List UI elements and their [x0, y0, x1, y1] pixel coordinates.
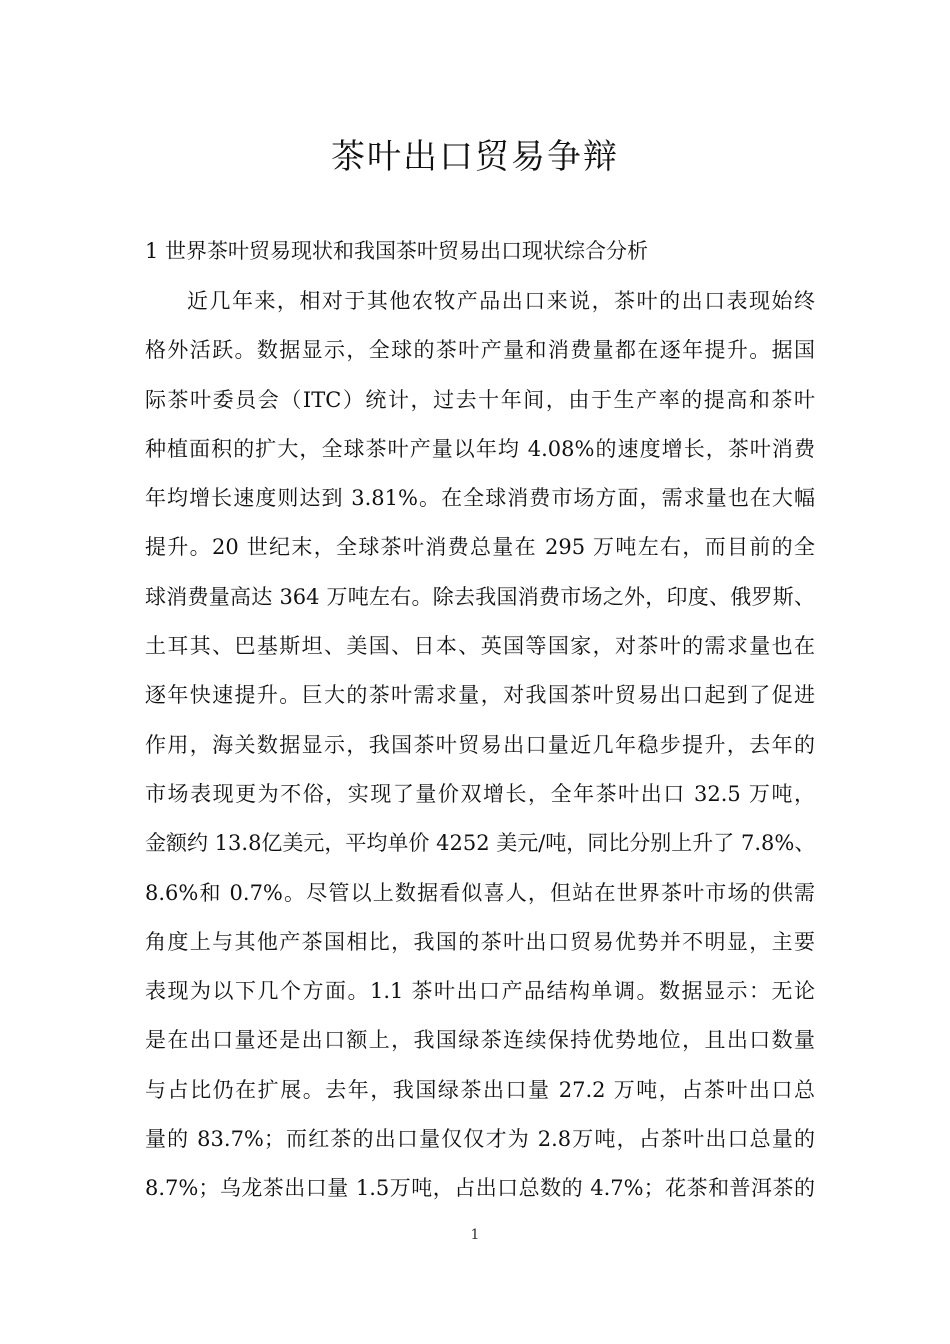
paragraph-line: 球消费量高达 364 万吨左右。除去我国消费市场之外，印度、俄罗斯、 [145, 584, 815, 609]
paragraph-line: 格外活跃。数据显示，全球的茶叶产量和消费量都在逐年提升。据国 [145, 338, 815, 363]
body-paragraph [145, 283, 815, 1220]
paragraph-line: 角度上与其他产茶国相比，我国的茶叶出口贸易优势并不明显，主要 [145, 929, 815, 954]
paragraph-line: 年均增长速度则达到 3.81%。在全球消费市场方面，需求量也在大幅 [145, 486, 815, 511]
paragraph-line: 8.6%和 0.7%。尽管以上数据看似喜人，但站在世界茶叶市场的供需 [145, 880, 815, 905]
paragraph-line: 金额约 13.8亿美元，平均单价 4252 美元/吨，同比分别上升了 7.8%、 [145, 831, 816, 856]
paragraph-line: 际茶叶委员会（ITC）统计，过去十年间，由于生产率的提高和茶叶 [145, 387, 815, 412]
paragraph-line: 市场表现更为不俗，实现了量价双增长，全年茶叶出口 32.5 万吨， [145, 781, 815, 806]
paragraph-line: 近几年来，相对于其他农牧产品出口来说，茶叶的出口表现始终 [187, 289, 815, 313]
paragraph-line: 种植面积的扩大，全球茶叶产量以年均 4.08%的速度增长，茶叶消费 [145, 436, 815, 461]
paragraph-line: 逐年快速提升。巨大的茶叶需求量，对我国茶叶贸易出口起到了促进 [145, 683, 815, 708]
paragraph-line: 是在出口量还是出口额上，我国绿茶连续保持优势地位，且出口数量 [145, 1028, 815, 1053]
document-title: 茶叶出口贸易争辩 [331, 137, 619, 177]
paragraph-line: 提升。20 世纪末，全球茶叶消费总量在 295 万吨左右，而目前的全 [145, 535, 815, 560]
page-number: 1 [470, 1227, 480, 1243]
paragraph-line: 与占比仍在扩展。去年，我国绿茶出口量 27.2 万吨，占茶叶出口总 [145, 1077, 815, 1102]
paragraph-line: 作用，海关数据显示，我国茶叶贸易出口量近几年稳步提升，去年的 [145, 732, 815, 757]
paragraph-line: 表现为以下几个方面。1.1 茶叶出口产品结构单调。数据显示：无论 [145, 979, 815, 1004]
paragraph-line: 8.7%；乌龙茶出口量 1.5万吨，占出口总数的 4.7%；花茶和普洱茶的 [145, 1176, 815, 1201]
section-heading: 1 世界茶叶贸易现状和我国茶叶贸易出口现状综合分析 [145, 239, 649, 263]
paragraph-line: 量的 83.7%；而红茶的出口量仅仅才为 2.8万吨，占茶叶出口总量的 [145, 1127, 815, 1152]
paragraph-line: 土耳其、巴基斯坦、美国、日本、英国等国家，对茶叶的需求量也在 [145, 634, 815, 659]
